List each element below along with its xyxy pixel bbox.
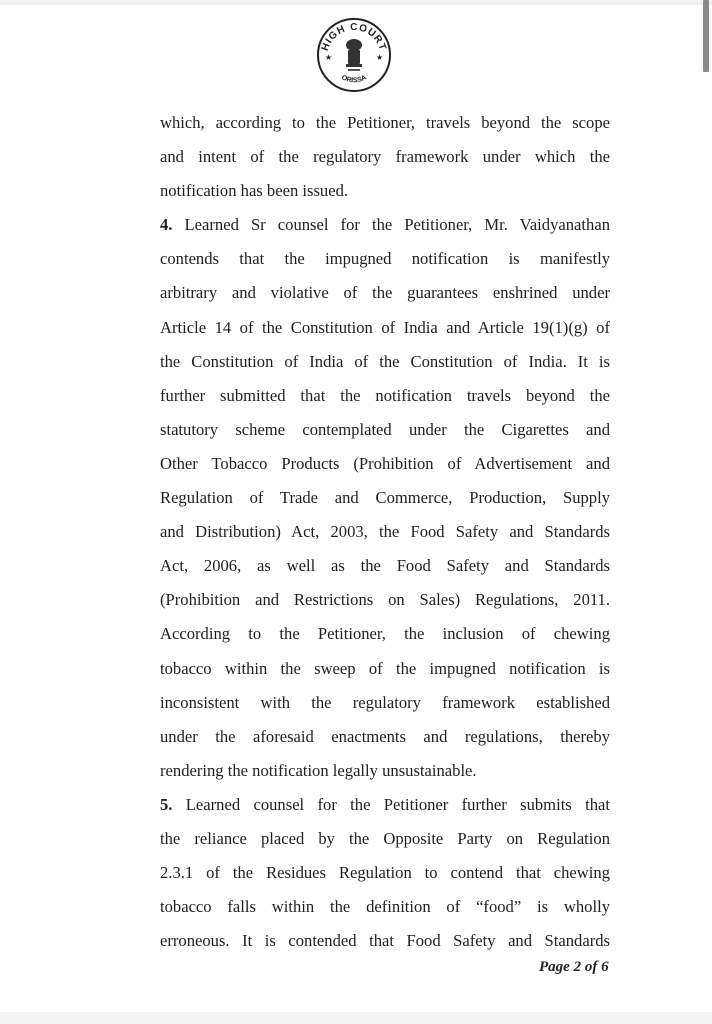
text-line <box>160 549 610 583</box>
paragraph-number: 5. <box>160 794 173 814</box>
scrollbar[interactable] <box>700 0 712 1012</box>
line-text: and intent of the regulatory framework under which the <box>160 147 610 167</box>
text-line <box>160 686 610 720</box>
text-line <box>160 174 610 208</box>
text-line <box>160 379 610 413</box>
page-number: Page 2 of 6 <box>539 959 609 975</box>
text-line <box>160 924 610 958</box>
line-text: Act, 2006, as well as the Food Safety and Standards <box>160 556 610 576</box>
text-line <box>160 345 610 379</box>
star-right-icon: ★ <box>376 53 384 62</box>
line-text: notification has been issued. <box>160 181 349 201</box>
text-line <box>160 311 610 345</box>
viewer-bottom-band <box>0 1012 712 1024</box>
line-text: contends that the impugned notification is manifestly <box>160 249 610 269</box>
line-text: Other Tobacco Products (Prohibition of Advertisement and <box>160 453 610 473</box>
text-line <box>160 754 610 788</box>
line-text: inconsistent with the regulatory framework established <box>160 692 610 712</box>
line-text: and Distribution) Act, 2003, the Food Safety and Standards <box>160 522 610 542</box>
line-text: which, according to the Petitioner, travels beyond the scope <box>160 113 610 132</box>
line-text: the reliance placed by the Opposite Party on Regulation <box>160 828 610 848</box>
viewer-top-strip <box>0 0 712 5</box>
star-left-icon: ★ <box>325 53 333 62</box>
line-text: Article 14 of the Constitution of India and Article 19(1)(g) of <box>160 317 610 337</box>
text-line <box>160 140 610 174</box>
high-court-orissa-seal <box>313 13 395 95</box>
line-text: Learned counsel for the Petitioner further submits that <box>172 794 610 814</box>
line-text: rendering the notification legally unsustainable. <box>160 760 477 780</box>
text-line <box>160 788 610 822</box>
text-line <box>160 106 610 140</box>
line-text: tobacco within the sweep of the impugned notification is <box>160 658 610 678</box>
scrollbar-thumb[interactable] <box>703 0 709 72</box>
line-text: (Prohibition and Restrictions on Sales) Regulations, 2011. <box>160 590 610 610</box>
line-text: tobacco falls within the definition of “food” is wholly <box>160 897 610 917</box>
seal-bottom-text: ORISSA <box>340 74 368 85</box>
line-text: under the aforesaid enactments and regulations, thereby <box>160 726 610 746</box>
text-line <box>160 822 610 856</box>
paragraph-number: 4. <box>160 215 173 235</box>
document-body <box>160 106 610 958</box>
line-text: arbitrary and violative of the guarantees enshrined under <box>160 283 610 303</box>
text-line <box>160 856 610 890</box>
text-line <box>160 652 610 686</box>
text-line <box>160 890 610 924</box>
text-line <box>160 720 610 754</box>
line-text: the Constitution of India of the Constitution of India. It is <box>160 351 610 371</box>
line-text: statutory scheme contemplated under the Cigarettes and <box>160 419 610 439</box>
line-text: erroneous. It is contended that Food Safety and Standards <box>160 931 610 951</box>
text-line <box>160 583 610 617</box>
line-text: 2.3.1 of the Residues Regulation to contend that chewing <box>160 863 610 883</box>
text-line <box>160 447 610 481</box>
text-line <box>160 242 610 276</box>
text-line <box>160 481 610 515</box>
text-line <box>160 276 610 310</box>
line-text: Learned Sr counsel for the Petitioner, Mr. Vaidyanathan <box>172 215 610 235</box>
text-line <box>160 413 610 447</box>
national-emblem-icon <box>346 39 362 71</box>
text-line <box>160 515 610 549</box>
line-text: further submitted that the notification travels beyond the <box>160 385 610 405</box>
line-text: According to the Petitioner, the inclusion of chewing <box>160 624 610 644</box>
text-line <box>160 208 610 242</box>
seal-top-text: HIGH COURT <box>319 21 389 53</box>
line-text: Regulation of Trade and Commerce, Production, Supply <box>160 488 610 508</box>
text-line <box>160 617 610 651</box>
